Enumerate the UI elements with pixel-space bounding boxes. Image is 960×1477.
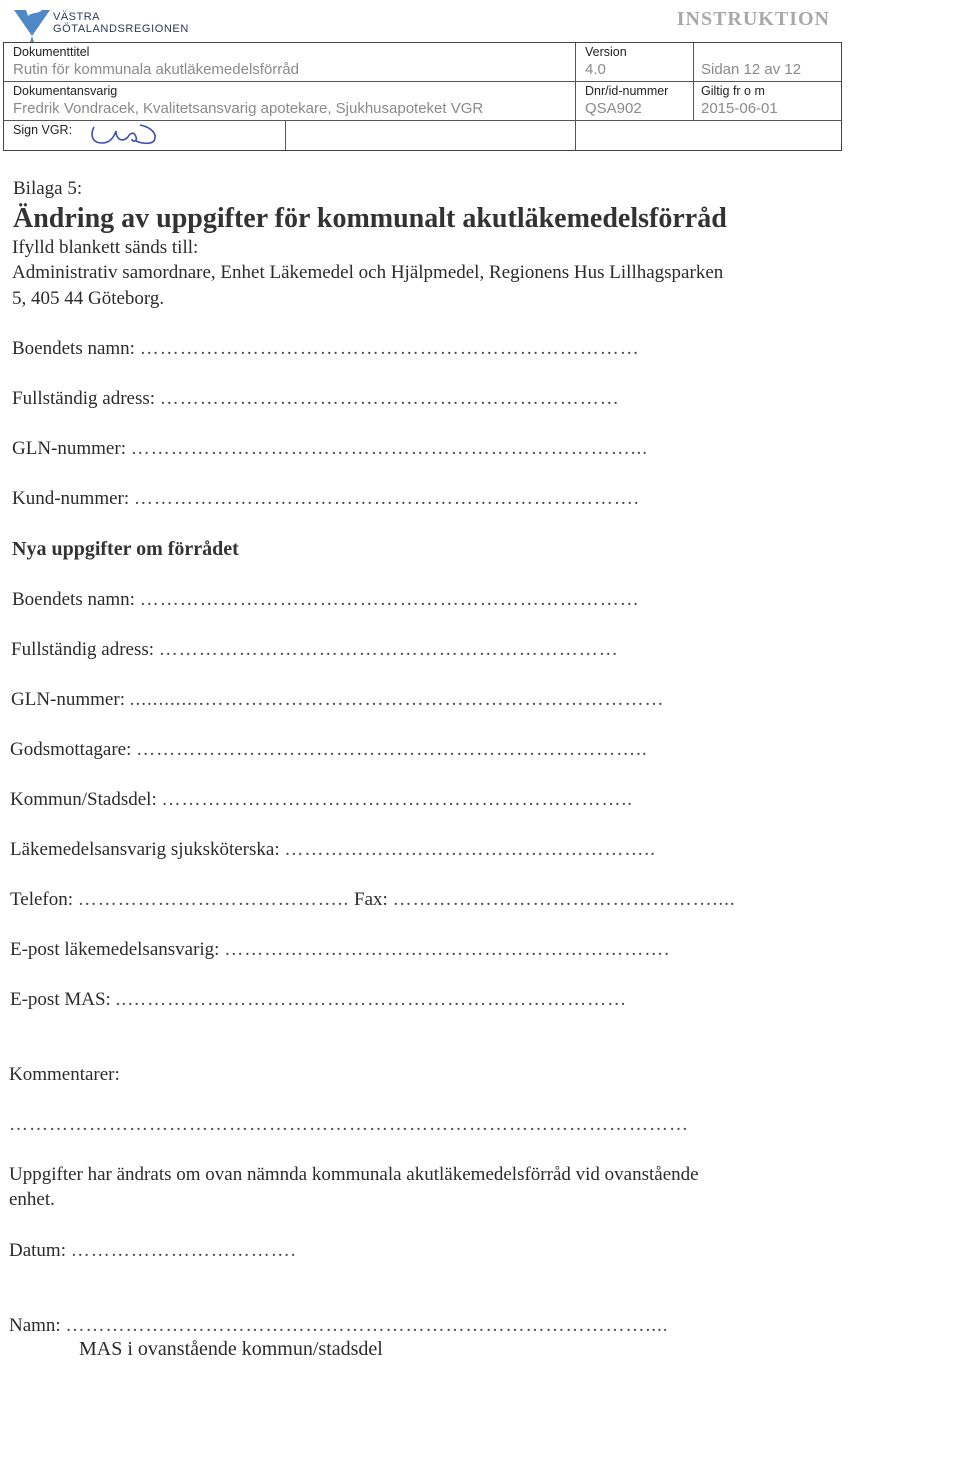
version-label: Version	[585, 45, 627, 59]
fill-line: …………………………….	[70, 1240, 297, 1261]
form-field[interactable]	[12, 338, 640, 360]
page-title: Ändring av uppgifter för kommunalt akutläkemedelsförråd	[13, 203, 727, 234]
fill-line: …………………………………………………………………..	[136, 739, 648, 760]
vgr-logo-icon	[12, 4, 52, 42]
org-name-line1: VÄSTRA	[53, 11, 101, 23]
signature-icon	[88, 121, 168, 151]
fill-line: ……………………………………………………………	[158, 639, 619, 660]
responsible-label: Dokumentansvarig	[13, 84, 118, 98]
field-label: Fullständig adress:	[12, 388, 156, 409]
fill-line: ………………………………………………..	[284, 839, 656, 860]
field-label: Boendets namn:	[12, 338, 135, 359]
field-label: E-post MAS:	[10, 989, 111, 1010]
name-field[interactable]	[9, 1315, 668, 1337]
appendix-label: Bilaga 5:	[13, 178, 83, 199]
form-field[interactable]	[12, 438, 648, 460]
phone-fax-field[interactable]	[10, 889, 736, 911]
org-name-line2: GÖTALANDSREGIONEN	[53, 23, 189, 35]
valid-from-label: Giltig fr o m	[701, 84, 765, 98]
document-header-table	[3, 42, 842, 151]
field-label: Datum:	[9, 1240, 66, 1261]
form-field[interactable]	[10, 989, 627, 1011]
vgr-logo	[12, 4, 212, 42]
phone-fill-line: …………………………………..	[77, 889, 350, 910]
fax-fill-line: …………………………………………....	[392, 889, 736, 910]
document-type: INSTRUKTION	[676, 8, 830, 30]
fill-line: ……………………………………………………………..	[161, 789, 633, 810]
comments-fill-line[interactable]: …………………………………………………………………………………………	[9, 1114, 689, 1135]
form-field[interactable]	[12, 488, 640, 510]
fill-line: ……………………………………………………………………………....	[65, 1315, 669, 1336]
address-line-1: Administrativ samordnare, Enhet Läkemedel och Hjälpmedel, Regionens Hus Lillhagsparken	[12, 262, 724, 283]
field-label: GLN-nummer:	[12, 438, 126, 459]
valid-from-value: 2015-06-01	[701, 100, 778, 117]
sign-label: Sign VGR:	[13, 123, 73, 137]
form-field[interactable]	[12, 589, 640, 611]
form-field[interactable]	[11, 639, 619, 661]
field-label: Kund-nummer:	[12, 488, 130, 509]
dnr-value: QSA902	[585, 100, 642, 117]
statement-line-2: enhet.	[9, 1189, 55, 1210]
field-label: E-post läkemedelsansvarig:	[10, 939, 220, 960]
form-field[interactable]	[11, 689, 664, 711]
form-field[interactable]	[10, 839, 656, 861]
field-label: Kommun/Stadsdel:	[10, 789, 157, 810]
doc-title-label: Dokumenttitel	[13, 45, 90, 59]
fax-label: Fax:	[354, 889, 388, 910]
doc-title-value: Rutin för kommunala akutläkemedelsförråd	[13, 61, 299, 78]
form-field[interactable]	[12, 388, 620, 410]
form-field[interactable]	[10, 739, 648, 761]
field-label: GLN-nummer:	[11, 689, 125, 710]
comments-label: Kommentarer:	[9, 1064, 120, 1085]
responsible-value: Fredrik Vondracek, Kvalitetsansvarig apotekare, Sjukhusapoteket VGR	[13, 100, 484, 117]
field-label: Namn:	[9, 1315, 61, 1336]
fill-line: .............……………………………………………………………	[129, 689, 665, 710]
page-info: Sidan 12 av 12	[701, 61, 802, 78]
fill-line: ..…………………………………………………………………	[115, 989, 628, 1010]
fill-line: …………………………………………………………………...	[130, 438, 648, 459]
signature-caption: MAS i ovanstående kommun/stadsdel	[79, 1338, 383, 1360]
field-label: Fullständig adress:	[11, 639, 155, 660]
fill-line: ………………………………………………………….	[224, 939, 670, 960]
fill-line: ……………………………………………………………	[159, 388, 620, 409]
address-line-2: 5, 405 44 Göteborg.	[12, 288, 165, 309]
fill-line: …………………………………………………………………	[139, 589, 640, 610]
statement-line-1: Uppgifter har ändrats om ovan nämnda kommunala akutläkemedelsförråd vid ovanstående	[9, 1164, 699, 1185]
version-value: 4.0	[585, 61, 606, 78]
dnr-label: Dnr/id-nummer	[585, 84, 669, 98]
field-label: Läkemedelsansvarig sjuksköterska:	[10, 839, 280, 860]
send-to-label: Ifylld blankett sänds till:	[12, 237, 199, 258]
section-title: Nya uppgifter om förrådet	[12, 538, 239, 560]
date-field[interactable]	[9, 1240, 297, 1262]
field-label: Godsmottagare:	[10, 739, 132, 760]
field-label: Boendets namn:	[12, 589, 135, 610]
fill-line: …………………………………………………………………	[139, 338, 640, 359]
phone-label: Telefon:	[10, 889, 74, 910]
fill-line: ………………………………………………………………….	[133, 488, 640, 509]
form-field[interactable]	[10, 939, 670, 961]
form-field[interactable]	[10, 789, 633, 811]
